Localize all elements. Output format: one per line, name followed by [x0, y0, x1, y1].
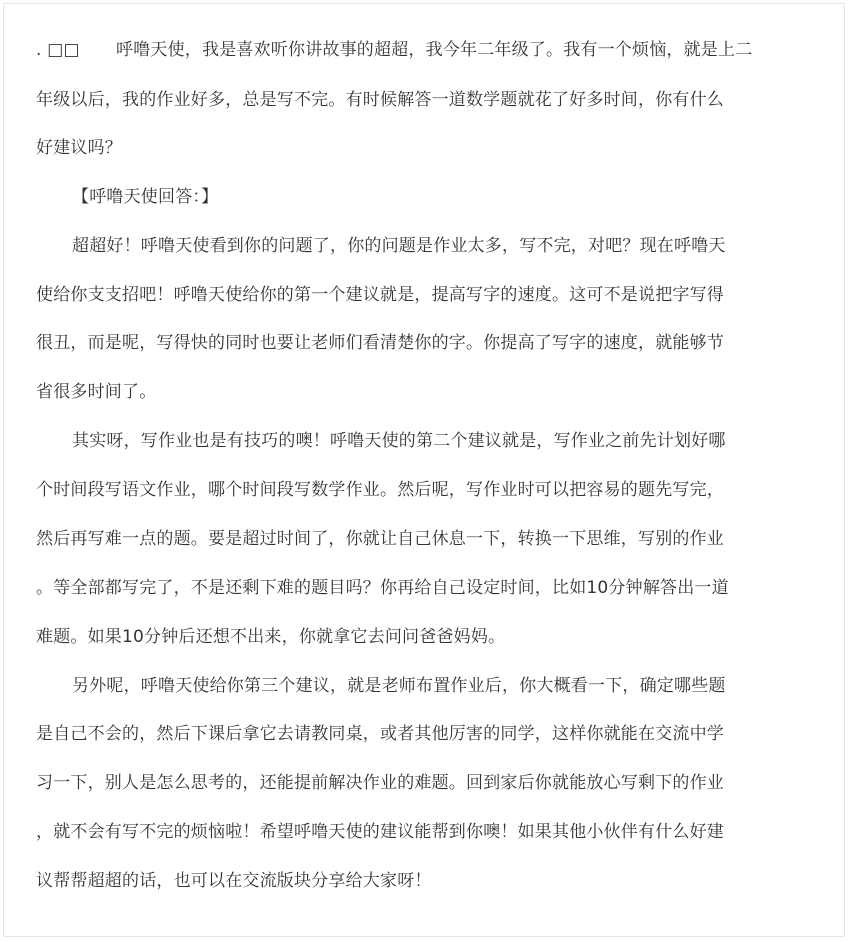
paragraph-line-2: 年级以后，我的作业好多，总是写不完。有时候解答一道数学题就花了好多时间，你有什么 — [36, 90, 724, 110]
paragraph-line-14: 另外呢，呼噜天使给你第三个建议，就是老师布置作业后，你大概看一下，确定哪些题 — [72, 676, 726, 696]
paragraph-line-10: 个时间段写语文作业，哪个时间段写数学作业。然后呢，写作业时可以把容易的题先写完， — [36, 480, 724, 500]
paragraph-line-15: 是自己不会的，然后下课后拿它去请教同桌，或者其他厉害的同学，这样你就能在交流中学 — [36, 724, 724, 744]
paragraph-line-3: 好建议吗？ — [36, 138, 122, 158]
paragraph-line-6: 使给你支支招吧！呼噜天使给你的第一个建议就是，提高写字的速度。这可不是说把字写得 — [36, 285, 724, 305]
line-text: 呼噜天使，我是喜欢听你讲故事的超超，我今年二年级了。我有一个烦恼，就是上二 — [116, 40, 753, 60]
paragraph-line-18: 议帮帮超超的话，也可以在交流版块分享给大家呀！ — [36, 871, 432, 891]
paragraph-line-17: ，就不会有写不完的烦恼啦！希望呼噜天使的建议能帮到你噢！如果其他小伙伴有什么好建 — [36, 822, 724, 842]
paragraph-line-9: 其实呀，写作业也是有技巧的噢！呼噜天使的第二个建议就是，写作业之前先计划好哪 — [72, 431, 726, 451]
paragraph-line-16: 习一下，别人是怎么思考的，还能提前解决作业的难题。回到家后你就能放心写剩下的作业 — [36, 773, 724, 793]
paragraph-line-1 — [36, 38, 752, 62]
paragraph-line-13: 难题。如果10分钟后还想不出来，你就拿它去问问爸爸妈妈。 — [36, 627, 506, 647]
paragraph-line-5: 超超好！呼噜天使看到你的问题了，你的问题是作业太多，写不完，对吧？现在呼噜天 — [72, 236, 726, 256]
paragraph-line-12: 。等全部都写完了，不是还剩下难的题目吗？你再给自己设定时间，比如10分钟解答出一道 — [36, 578, 729, 598]
paragraph-line-7: 很丑，而是呢，写得快的同时也要让老师们看清楚你的字。你提高了写字的速度，就能够节 — [36, 333, 724, 353]
line-prefix: . □□ — [36, 40, 80, 60]
paragraph-line-8: 省很多时间了。 — [36, 382, 157, 402]
paragraph-line-11: 然后再写难一点的题。要是超过时间了，你就让自己休息一下，转换一下思维，写别的作业 — [36, 529, 724, 549]
answer-heading: 【呼噜天使回答：】 — [72, 187, 219, 207]
document-frame — [3, 3, 845, 937]
